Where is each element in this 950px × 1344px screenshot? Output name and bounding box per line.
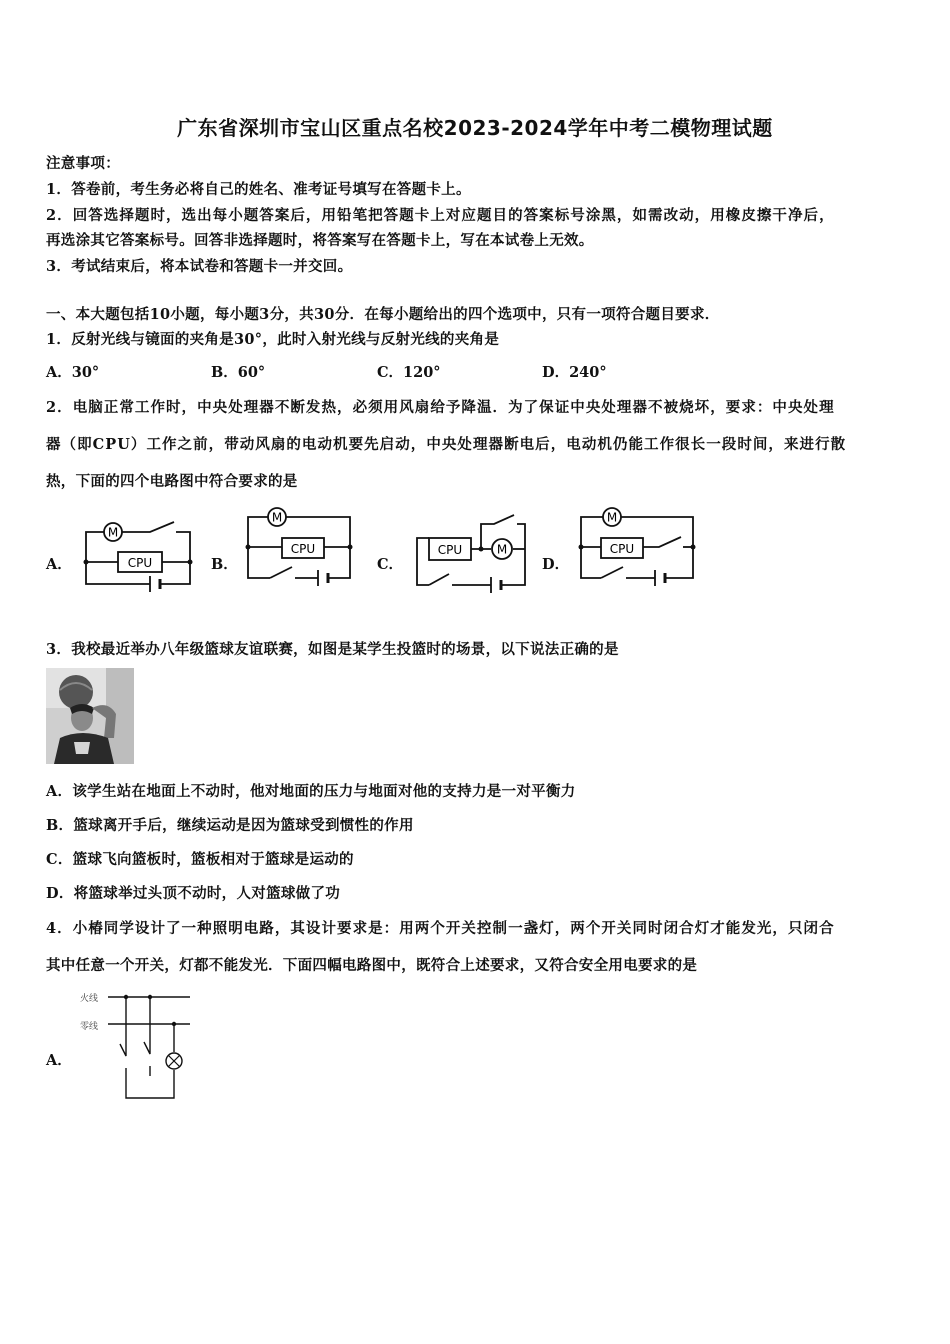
basketball-player-photo: [46, 668, 134, 764]
q2-option-b: B．: [211, 556, 238, 573]
motor-label: M: [496, 542, 508, 557]
cpu-label: CPU: [609, 542, 635, 556]
question-4-line: 其中任意一个开关，灯都不能发光．下面四幅电路图中，既符合上述要求，又符合安全用电要求的是: [46, 957, 698, 974]
q1-option-a: A．30°: [46, 364, 100, 381]
q2-option-c: C．: [377, 556, 404, 573]
notice-heading: 注意事项：: [46, 155, 120, 172]
question-2-line: 器（即CPU）工作之前，带动风扇的电动机要先启动，中央处理器断电后，电动机仍能工作很长一段时间，来进行散: [46, 436, 847, 453]
q1-option-c: C．120°: [377, 364, 441, 381]
question-4-line: 4．小椿同学设计了一种照明电路，其设计要求是：用两个开关控制一盏灯，两个开关同时闭合灯才能发光，只闭合: [46, 920, 835, 937]
motor-label: M: [606, 510, 618, 525]
cpu-label: CPU: [290, 542, 316, 556]
q1-option-b: B．60°: [211, 364, 266, 381]
q1-option-d: D．240°: [542, 364, 607, 381]
notice-item: 2．回答选择题时，选出每小题答案后，用铅笔把答题卡上对应题目的答案标号涂黑，如需改动，用橡皮擦干净后，: [46, 207, 835, 224]
motor-label: M: [107, 525, 119, 540]
circuit-diagram-a: [76, 512, 201, 594]
notice-item: 3．考试结束后，将本试卷和答题卡一并交回。: [46, 258, 353, 275]
notice-item: 1．答卷前，考生务必将自己的姓名、准考证号填写在答题卡上。: [46, 181, 471, 198]
q2-option-d: D．: [542, 556, 570, 573]
q3-option-a: A．该学生站在地面上不动时，他对地面的压力与地面对他的支持力是一对平衡力: [46, 783, 576, 800]
circuit-diagram-d: [573, 505, 703, 587]
live-wire-label: 火线: [80, 994, 99, 1004]
neutral-wire-label: 零线: [80, 1022, 99, 1032]
question-3-stem: 3．我校最近举办八年级篮球友谊联赛，如图是某学生投篮时的场景，以下说法正确的是: [46, 641, 619, 658]
question-2-line: 2．电脑正常工作时，中央处理器不断发热，必须用风扇给予降温．为了保证中央处理器不被烧坏，要求：中央处理: [46, 399, 835, 416]
question-1-stem: 1．反射光线与镜面的夹角是30°，此时入射光线与反射光线的夹角是: [46, 331, 500, 348]
circuit-diagram-c: [409, 510, 534, 598]
lighting-circuit-a: [78, 986, 193, 1101]
question-2-line: 热，下面的四个电路图中符合要求的是: [46, 473, 298, 490]
q4-option-a: A．: [46, 1052, 72, 1069]
cpu-label: CPU: [437, 543, 463, 557]
cpu-label: CPU: [127, 556, 153, 570]
motor-label: M: [271, 510, 283, 525]
q3-option-b: B．篮球离开手后，继续运动是因为篮球受到惯性的作用: [46, 817, 414, 834]
notice-item: 再选涂其它答案标号。回答非选择题时，将答案写在答题卡上，写在本试卷上无效。: [46, 232, 594, 249]
q2-option-a: A．: [46, 556, 72, 573]
q3-option-d: D．将篮球举过头顶不动时，人对篮球做了功: [46, 885, 341, 902]
q3-option-c: C．篮球飞向篮板时，篮板相对于篮球是运动的: [46, 851, 354, 868]
page-title: 广东省深圳市宝山区重点名校2023-2024学年中考二模物理试题: [177, 116, 773, 140]
section-heading: 一、本大题包括10小题，每小题3分，共30分．在每小题给出的四个选项中，只有一项符合题目要求．: [46, 306, 720, 323]
circuit-diagram-b: [240, 505, 358, 587]
